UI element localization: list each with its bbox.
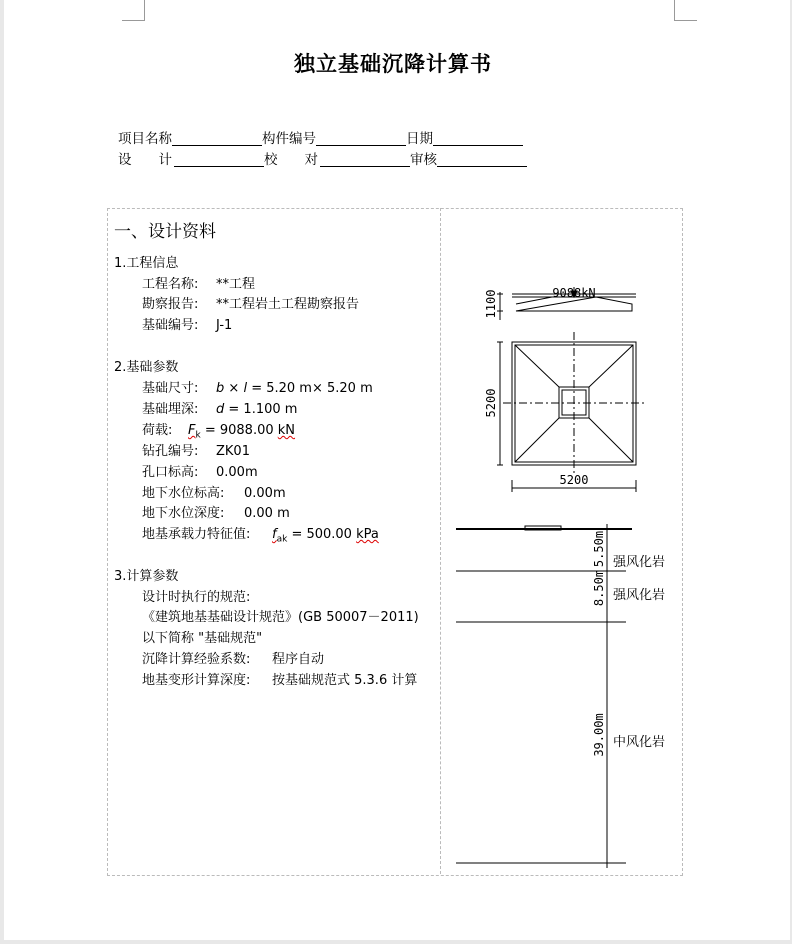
abbr-line: 以下简称 "基础规范"	[142, 631, 263, 646]
layer2-dim-label: 8.50m	[592, 569, 606, 607]
params-heading: 2.基础参数	[114, 360, 179, 375]
date-label: 日期	[406, 131, 433, 147]
load-line: 荷载: $F_k = 9088.00$ kN	[142, 423, 296, 441]
depth-dim-label: 1100	[484, 289, 498, 319]
section-title: 一、设计资料	[114, 222, 216, 242]
check-label: 校 对	[264, 152, 318, 168]
size-line: 基础尺寸: b × l = 5.20 m× 5.20 m	[142, 381, 373, 396]
review-label: 审核	[410, 152, 437, 168]
width-dim-label: 5200	[559, 473, 589, 487]
eng-info-heading: 1.工程信息	[114, 256, 179, 271]
layer3-name: 中风化岩	[613, 735, 666, 750]
fak-line: 地基承载力特征值: $f_{ak} = 500.00$ kPa	[142, 527, 379, 545]
calc-heading: 3.计算参数	[114, 569, 179, 584]
design-label: 设 计	[118, 152, 172, 168]
member-no-label: 构件编号	[262, 131, 316, 147]
layer1-dim-label: 5.50m	[592, 530, 606, 568]
project-name-label: 项目名称	[118, 131, 172, 147]
code-label-line: 设计时执行的规范:	[142, 590, 251, 605]
report-line: 勘察报告: **工程岩土工程勘察报告	[142, 297, 360, 312]
found-no-line: 基础编号: J-1	[142, 318, 233, 333]
deform-depth-line: 地基变形计算深度: 按基础规范式 5.3.6 计算	[142, 673, 418, 688]
layer3-dim-label: 39.00m	[592, 713, 606, 757]
eng-name-line: 工程名称: **工程	[142, 277, 256, 292]
coef-line: 沉降计算经验系数: 程序自动	[142, 652, 325, 667]
depth-line: 基础埋深: d = 1.100 m	[142, 402, 298, 417]
code-value-line: 《建筑地基基础设计规范》(GB 50007－2011)	[142, 610, 419, 625]
plan-view	[497, 332, 646, 492]
gw-elev-line: 地下水位标高: 0.00m	[142, 486, 286, 501]
document-title: 独立基础沉降计算书	[294, 51, 492, 76]
load-arrow-label: 9088kN	[552, 286, 596, 300]
layer2-name: 强风化岩	[613, 588, 666, 603]
borehole-line: 钻孔编号: ZK01	[142, 444, 250, 459]
layer1-name: 强风化岩	[613, 555, 666, 570]
height-dim-label: 5200	[484, 388, 498, 418]
gw-depth-line: 地下水位深度: 0.00 m	[142, 506, 290, 521]
hole-elev-line: 孔口标高: 0.00m	[142, 465, 258, 480]
